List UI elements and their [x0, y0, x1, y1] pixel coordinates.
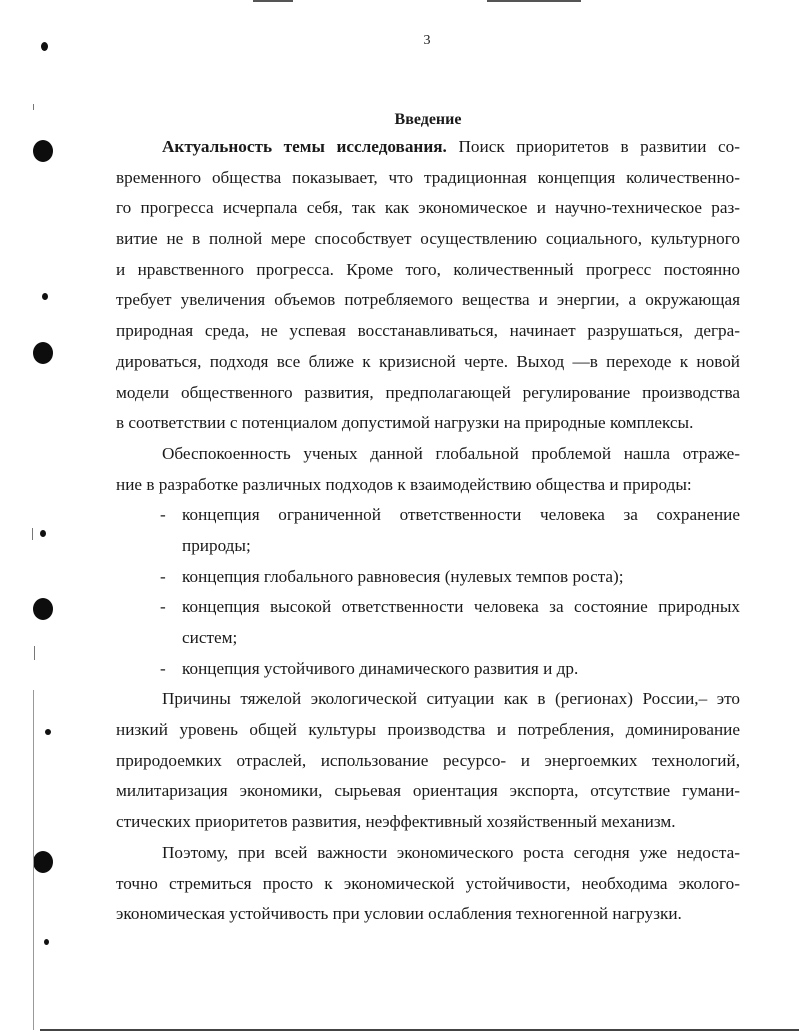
paragraph-line: и нравственного прогресса. Кроме того, количественный прогресс постоянно — [116, 259, 740, 279]
punch-hole — [33, 598, 53, 620]
page-number: 3 — [423, 33, 431, 48]
bullet-dash: - — [160, 505, 166, 525]
scan-dot — [44, 939, 49, 945]
scan-mark — [33, 104, 34, 110]
paragraph-line: витие не в полной мере способствует осуществлению социального, культурного — [116, 229, 740, 249]
list-item-continuation: природы; — [182, 535, 251, 555]
list-item — [116, 500, 740, 531]
paragraph-concern — [116, 439, 740, 500]
list-item-text: концепция устойчивого динамического развития и др. — [182, 658, 579, 678]
paragraph-relevance — [116, 132, 740, 439]
line-text: Поиск приоритетов в развитии со- — [458, 137, 740, 156]
bullet-dash: - — [160, 566, 166, 586]
list-item — [116, 592, 740, 623]
paragraph-line: Причины тяжелой экологической ситуации как в (регионах) России,– это — [162, 689, 740, 709]
paragraph-line: природная среда, не успевая восстанавливаться, начинает разрушаться, дегра- — [116, 321, 740, 341]
list-item-text: концепция ограниченной ответственности человека за сохранение — [182, 505, 740, 525]
scan-mark — [33, 690, 34, 1030]
paragraph-line: дироваться, подходя все ближе к кризисной черте. Выход —в переходе к новой — [116, 351, 740, 371]
concepts-list — [116, 500, 740, 684]
paragraph-line: Обеспокоенность ученых данной глобальной проблемой нашла отраже- — [162, 443, 740, 463]
list-item-text: концепция высокой ответственности человека за состояние природных — [182, 597, 740, 617]
punch-hole — [33, 851, 53, 873]
paragraph-line: ние в разработке различных подходов к взаимодействию общества и природы: — [116, 474, 692, 494]
bullet-dash: - — [160, 658, 166, 678]
punch-hole — [33, 342, 53, 364]
paragraph-line: природоемких отраслей, использование ресурсо- и энергоемких технологий, — [116, 750, 740, 770]
document-body — [116, 108, 740, 930]
scan-mark — [34, 646, 35, 660]
paragraph-line: Поэтому, при всей важности экономического роста сегодня уже недоста- — [162, 842, 740, 862]
paragraph-causes — [116, 684, 740, 837]
paragraph-line: экономическая устойчивость при условии ослабления техногенной нагрузки. — [116, 904, 682, 924]
paragraph-line: милитаризация экономики, сырьевая ориентация экспорта, отсутствие гумани- — [116, 781, 740, 801]
scan-dot — [40, 530, 46, 537]
paragraph-line: требует увеличения объемов потребляемого вещества и энергии, а окружающая — [116, 290, 740, 310]
scan-top-rule-left — [253, 0, 293, 2]
scan-top-rule-right — [487, 0, 581, 2]
scan-dot — [45, 729, 51, 735]
section-title: Введение — [394, 111, 462, 128]
paragraph-line: низкий уровень общей культуры производства и потребления, доминирование — [116, 720, 740, 740]
scan-bottom-rule — [40, 1029, 799, 1031]
paragraph-line: временного общества показывает, что традиционная концепция количественно- — [116, 167, 740, 187]
paragraph-line: точно стремиться просто к экономической устойчивости, необходима эколого- — [116, 873, 740, 893]
paragraph-line — [116, 132, 740, 163]
punch-hole — [33, 140, 53, 162]
paragraph-conclusion — [116, 838, 740, 930]
lead-phrase: Актуальность темы исследования. — [162, 137, 447, 156]
paragraph-line: модели общественного развития, предполагающей регулирование производства — [116, 382, 740, 402]
paragraph-line: го прогресса исчерпала себя, так как экономическое и научно-техническое раз- — [116, 198, 740, 218]
paragraph-line: в соответствии с потенциалом допустимой нагрузки на природные комплексы. — [116, 413, 694, 433]
scan-mark — [32, 528, 33, 540]
bullet-dash: - — [160, 597, 166, 617]
list-item-text: концепция глобального равновесия (нулевых темпов роста); — [182, 566, 624, 586]
list-item — [116, 654, 740, 685]
list-item — [116, 562, 740, 593]
list-item-continuation: систем; — [182, 628, 238, 647]
paragraph-line: стических приоритетов развития, неэффективный хозяйственный механизм. — [116, 812, 676, 832]
scan-dot — [42, 293, 48, 300]
